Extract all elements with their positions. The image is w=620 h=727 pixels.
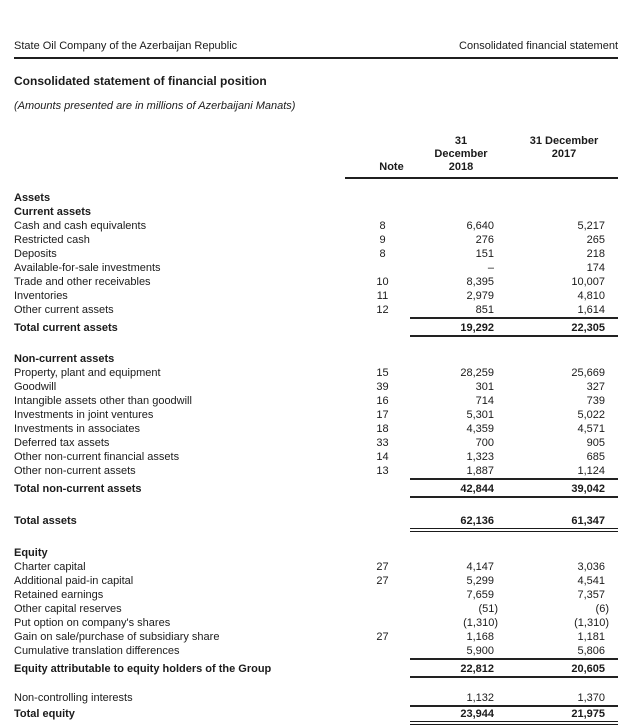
table-row <box>14 275 618 289</box>
document-type-label: Consolidated financial statement <box>459 40 618 52</box>
row-values <box>410 408 618 422</box>
row-value-2018: 42,844 <box>460 483 494 495</box>
table-row <box>14 588 618 602</box>
row-values <box>410 512 618 532</box>
row-value-2018 <box>410 205 494 219</box>
row-values <box>410 691 618 707</box>
row-value-2017: 1,181 <box>577 631 605 643</box>
row-note <box>345 616 410 630</box>
row-value-2017: 327 <box>586 381 605 393</box>
row-value-2018: 1,132 <box>466 692 494 704</box>
row-label: Deferred tax assets <box>14 437 110 449</box>
row-value-2017: 21,975 <box>571 708 605 720</box>
row-value-2018: 6,640 <box>466 220 494 232</box>
row-value-2017: 39,042 <box>571 483 605 495</box>
row-value-2017: 218 <box>586 248 605 260</box>
row-values <box>410 660 618 678</box>
row-value-2018: 151 <box>475 248 494 260</box>
row-label: Equity attributable to equity holders of the Group <box>14 663 272 675</box>
currency-note: (Amounts presented are in millions of Azerbaijani Manats) <box>14 100 296 112</box>
row-value-2017 <box>494 205 618 219</box>
row-value-2018: 62,136 <box>460 515 494 527</box>
row-value-2018: 1,168 <box>466 631 494 643</box>
row-value-2017: (6) <box>595 603 609 615</box>
row-note: 14 <box>376 451 389 463</box>
statement-table-body <box>14 191 618 725</box>
table-row <box>14 602 618 616</box>
table-row <box>14 352 618 366</box>
row-note: 27 <box>376 631 389 643</box>
row-note: 8 <box>379 220 386 232</box>
row-note: 27 <box>376 561 389 573</box>
row-label: Other capital reserves <box>14 603 122 615</box>
table-row <box>14 233 618 247</box>
row-values <box>410 275 618 289</box>
row-note: 15 <box>376 367 389 379</box>
table-row <box>14 380 618 394</box>
row-value-2017 <box>494 352 618 366</box>
row-value-2017: 20,605 <box>571 663 605 675</box>
row-values <box>410 588 618 602</box>
row-value-2018: 5,900 <box>466 645 494 657</box>
row-values <box>410 247 618 261</box>
column-header-2017: 31 December 2017 <box>529 135 599 160</box>
table-row <box>14 464 618 480</box>
row-values <box>410 560 618 574</box>
row-label: Available-for-sale investments <box>14 262 161 274</box>
row-value-2018: 276 <box>475 234 494 246</box>
note-column-header: Note <box>345 161 410 179</box>
row-value-2017: 3,036 <box>577 561 605 573</box>
row-label: Total assets <box>14 515 77 527</box>
row-values <box>410 644 618 660</box>
row-value-2017: 4,571 <box>577 423 605 435</box>
row-values <box>410 450 618 464</box>
row-note: 9 <box>379 234 386 246</box>
row-value-2017: 7,357 <box>577 589 605 601</box>
row-value-2018: 1,887 <box>466 465 494 477</box>
row-value-2017: 5,022 <box>577 409 605 421</box>
row-note: 18 <box>376 423 389 435</box>
row-value-2017: 25,669 <box>571 367 605 379</box>
row-value-2017: 61,347 <box>571 515 605 527</box>
row-label: Other non-current assets <box>14 465 136 477</box>
row-note <box>345 319 410 337</box>
row-label: Non-current assets <box>14 353 115 365</box>
table-row <box>14 205 618 219</box>
row-value-2017: 174 <box>586 262 605 274</box>
row-value-2018: (1,310) <box>463 617 498 629</box>
table-row <box>14 366 618 380</box>
row-label: Current assets <box>14 206 92 218</box>
row-value-2017: (1,310) <box>574 617 609 629</box>
row-value-2018: 1,323 <box>466 451 494 463</box>
row-label: Total non-current assets <box>14 483 142 495</box>
row-label: Cash and cash equivalents <box>14 220 147 232</box>
row-note: 8 <box>379 248 386 260</box>
row-value-2017: 1,124 <box>577 465 605 477</box>
table-row <box>14 691 618 707</box>
row-label: Inventories <box>14 290 68 302</box>
row-label: Charter capital <box>14 561 86 573</box>
row-value-2017: 4,810 <box>577 290 605 302</box>
table-row <box>14 644 618 660</box>
row-label: Other current assets <box>14 304 114 316</box>
row-note <box>345 691 410 707</box>
row-values <box>410 303 618 319</box>
row-label: Other non-current financial assets <box>14 451 180 463</box>
row-note: 33 <box>376 437 389 449</box>
row-values <box>410 630 618 644</box>
row-values <box>410 352 618 366</box>
row-values <box>410 616 618 630</box>
row-note <box>345 546 410 560</box>
table-row <box>14 707 618 725</box>
row-label: Trade and other receivables <box>14 276 151 288</box>
row-value-2018: 714 <box>475 395 494 407</box>
row-value-2018: 301 <box>475 381 494 393</box>
row-note: 13 <box>376 465 389 477</box>
row-value-2017: 905 <box>586 437 605 449</box>
table-row <box>14 450 618 464</box>
row-label: Total current assets <box>14 322 118 334</box>
row-note <box>345 512 410 532</box>
row-label: Total equity <box>14 708 75 720</box>
row-label: Retained earnings <box>14 589 104 601</box>
row-value-2017: 22,305 <box>571 322 605 334</box>
row-values <box>410 574 618 588</box>
row-value-2018: 7,659 <box>466 589 494 601</box>
row-value-2017: 685 <box>586 451 605 463</box>
row-note <box>345 602 410 616</box>
table-row <box>14 574 618 588</box>
row-note <box>345 480 410 498</box>
row-values <box>410 707 618 725</box>
column-header-2018: 31 December 2018 <box>434 135 488 173</box>
row-value-2017: 5,217 <box>577 220 605 232</box>
row-note <box>345 352 410 366</box>
table-row <box>14 289 618 303</box>
row-value-2018: 5,299 <box>466 575 494 587</box>
row-value-2018: 700 <box>475 437 494 449</box>
row-value-2017: 1,370 <box>577 692 605 704</box>
row-value-2017: 1,614 <box>577 304 605 316</box>
table-row <box>14 219 618 233</box>
table-column-headers <box>14 135 618 179</box>
row-label: Cumulative translation differences <box>14 645 180 657</box>
row-value-2018: 2,979 <box>466 290 494 302</box>
row-note <box>345 261 410 275</box>
row-label: Deposits <box>14 248 57 260</box>
row-values <box>410 319 618 337</box>
row-value-2017: 4,541 <box>577 575 605 587</box>
row-note <box>345 588 410 602</box>
table-row <box>14 480 618 498</box>
row-values <box>410 394 618 408</box>
table-row <box>14 408 618 422</box>
value-column-headers <box>410 135 618 179</box>
row-value-2017 <box>494 191 618 205</box>
row-label: Non-controlling interests <box>14 692 133 704</box>
row-note: 16 <box>376 395 389 407</box>
row-values <box>410 233 618 247</box>
row-values <box>410 261 618 275</box>
table-row <box>14 616 618 630</box>
row-values <box>410 480 618 498</box>
row-value-2017 <box>494 546 618 560</box>
row-note <box>345 707 410 725</box>
row-values <box>410 436 618 450</box>
row-values <box>410 289 618 303</box>
row-note <box>345 191 410 205</box>
row-value-2017: 10,007 <box>571 276 605 288</box>
row-values <box>410 422 618 436</box>
row-value-2018: 4,147 <box>466 561 494 573</box>
row-values <box>410 191 618 205</box>
row-label: Equity <box>14 547 48 559</box>
table-row <box>14 247 618 261</box>
row-note <box>345 644 410 660</box>
row-note: 10 <box>376 276 389 288</box>
row-label: Assets <box>14 192 51 204</box>
row-label: Restricted cash <box>14 234 90 246</box>
row-value-2017: 739 <box>586 395 605 407</box>
table-row <box>14 319 618 337</box>
row-value-2018: 5,301 <box>466 409 494 421</box>
row-label: Put option on company's shares <box>14 617 171 629</box>
row-value-2018: 8,395 <box>466 276 494 288</box>
row-label: Investments in joint ventures <box>14 409 154 421</box>
row-value-2018: – <box>487 262 494 274</box>
row-value-2017: 265 <box>586 234 605 246</box>
statement-title: Consolidated statement of financial position <box>14 74 267 88</box>
row-label: Gain on sale/purchase of subsidiary share <box>14 631 220 643</box>
row-values <box>410 366 618 380</box>
row-values <box>410 205 618 219</box>
table-row <box>14 191 618 205</box>
row-value-2018: 851 <box>475 304 494 316</box>
table-row <box>14 422 618 436</box>
table-row <box>14 546 618 560</box>
row-value-2018: 22,812 <box>460 663 494 675</box>
row-value-2018 <box>410 191 494 205</box>
row-value-2017: 5,806 <box>577 645 605 657</box>
row-note <box>345 205 410 219</box>
table-row <box>14 560 618 574</box>
row-value-2018: 23,944 <box>460 708 494 720</box>
row-note: 12 <box>376 304 389 316</box>
row-value-2018: 28,259 <box>460 367 494 379</box>
table-row <box>14 394 618 408</box>
table-row <box>14 303 618 319</box>
row-values <box>410 464 618 480</box>
row-values <box>410 219 618 233</box>
row-values <box>410 602 618 616</box>
row-values <box>410 380 618 394</box>
table-row <box>14 436 618 450</box>
row-values <box>410 546 618 560</box>
row-note: 27 <box>376 575 389 587</box>
document-header <box>14 40 618 59</box>
row-note: 39 <box>376 381 389 393</box>
row-label: Investments in associates <box>14 423 140 435</box>
table-row <box>14 512 618 532</box>
row-note: 11 <box>376 290 389 302</box>
table-row <box>14 630 618 644</box>
row-note <box>345 660 410 678</box>
row-note: 17 <box>376 409 389 421</box>
row-value-2018: (51) <box>478 603 498 615</box>
row-label: Intangible assets other than goodwill <box>14 395 192 407</box>
row-label: Additional paid-in capital <box>14 575 134 587</box>
row-label: Property, plant and equipment <box>14 367 161 379</box>
row-value-2018 <box>410 352 494 366</box>
row-value-2018: 19,292 <box>460 322 494 334</box>
company-name: State Oil Company of the Azerbaijan Republic <box>14 40 238 52</box>
table-row <box>14 261 618 275</box>
row-value-2018: 4,359 <box>466 423 494 435</box>
table-row <box>14 660 618 678</box>
row-label: Goodwill <box>14 381 57 393</box>
row-value-2018 <box>410 546 494 560</box>
